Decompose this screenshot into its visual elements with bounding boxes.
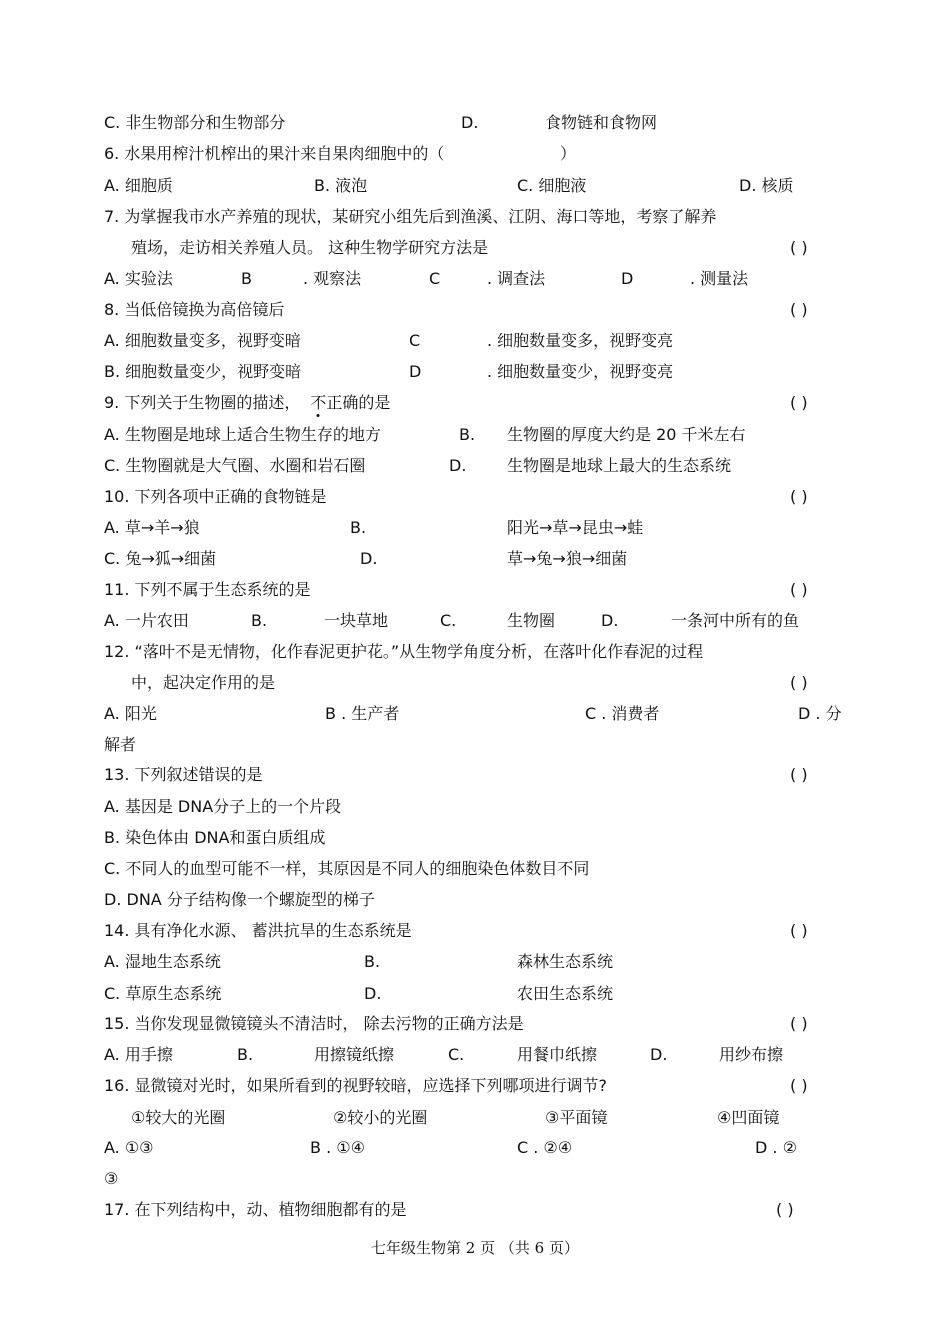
q16-answer-blank: ( ) bbox=[790, 1076, 808, 1095]
q12-stem-line2: 中，起决定作用的是 bbox=[131, 673, 276, 692]
q8-answer-blank: ( ) bbox=[790, 300, 808, 319]
q9-option-d-text: 生物圈是地球上最大的生态系统 bbox=[507, 456, 732, 475]
q10-option-a: A. 草→羊→狼 bbox=[104, 518, 200, 537]
q16-stem: 16. 显微镜对光时，如果所看到的视野较暗，应选择下列哪项进行调节? bbox=[104, 1076, 608, 1095]
q8-option-a: A. 细胞数量变多，视野变暗 bbox=[104, 331, 301, 350]
q12-option-a: A. 阳光 bbox=[104, 704, 157, 723]
q12-option-b: B . 生产者 bbox=[325, 704, 400, 723]
q11-stem: 11. 下列不属于生态系统的是 bbox=[104, 580, 311, 599]
q6-paren-close: ） bbox=[560, 144, 577, 163]
q7-stem-line1: 7. 为掌握我市水产养殖的现状，某研究小组先后到渔溪、江阴、海口等地，考察了解养 bbox=[104, 207, 717, 226]
q11-option-d-label: D. bbox=[601, 611, 619, 630]
q16-option-b: B . ①④ bbox=[310, 1138, 365, 1157]
q9-option-b-label: B. bbox=[459, 425, 476, 444]
q5-option-d-label: D. bbox=[461, 113, 479, 132]
q16-item-1: ①较大的光圈 bbox=[131, 1108, 226, 1127]
q6-stem: 6. 水果用榨汁机榨出的果汁来自果肉细胞中的（ bbox=[104, 144, 445, 163]
q12-option-d: D . 分 bbox=[798, 704, 842, 723]
q15-option-a: A. 用手擦 bbox=[104, 1045, 173, 1064]
q9-stem-pre: 9. 下列关于生物圈的描述， bbox=[104, 393, 301, 412]
q11-option-c-label: C. bbox=[440, 611, 457, 630]
q13-option-a: A. 基因是 DNA分子上的一个片段 bbox=[104, 797, 342, 816]
q9-answer-blank: ( ) bbox=[790, 393, 808, 412]
q14-stem: 14. 具有净化水源、 蓄洪抗旱的生态系统是 bbox=[104, 921, 412, 940]
q17-stem: 17. 在下列结构中，动、植物细胞都有的是 bbox=[104, 1200, 407, 1219]
q13-option-d: D. DNA 分子结构像一个螺旋型的梯子 bbox=[104, 890, 375, 909]
q11-option-d-text: 一条河中所有的鱼 bbox=[671, 611, 800, 630]
q8-stem: 8. 当低倍镜换为高倍镜后 bbox=[104, 300, 285, 319]
q11-option-b-text: 一块草地 bbox=[324, 611, 389, 630]
q15-option-c-text: 用餐巾纸擦 bbox=[517, 1045, 598, 1064]
q13-stem: 13. 下列叙述错误的是 bbox=[104, 765, 263, 784]
q7-option-a: A. 实验法 bbox=[104, 269, 173, 288]
q10-option-d-text: 草→兔→狼→细菌 bbox=[507, 549, 628, 568]
q9-option-d-label: D. bbox=[449, 456, 467, 475]
q13-answer-blank: ( ) bbox=[790, 765, 808, 784]
q8-option-c-text: . 细胞数量变多，视野变亮 bbox=[487, 331, 674, 350]
q7-option-c-label: C bbox=[429, 269, 441, 288]
q15-option-d-text: 用纱布擦 bbox=[719, 1045, 784, 1064]
q15-option-c-label: C. bbox=[448, 1045, 465, 1064]
q14-option-b-text: 森林生态系统 bbox=[517, 952, 614, 971]
q7-answer-blank: ( ) bbox=[790, 238, 808, 257]
q12-option-c: C . 消费者 bbox=[585, 704, 660, 723]
q7-option-c-text: . 调查法 bbox=[487, 269, 546, 288]
q15-option-b-label: B. bbox=[237, 1045, 254, 1064]
q10-answer-blank: ( ) bbox=[790, 487, 808, 506]
q14-option-b-label: B. bbox=[364, 952, 381, 971]
q10-option-c: C. 兔→狐→细菌 bbox=[104, 549, 217, 568]
q10-option-b-label: B. bbox=[350, 518, 367, 537]
q9-option-c: C. 生物圈就是大气圈、水圈和岩石圈 bbox=[104, 456, 366, 475]
q12-stem-line1: 12. “落叶不是无情物，化作春泥更护花。”从生物学角度分析，在落叶化作春泥的过程 bbox=[104, 642, 704, 661]
q14-option-d-label: D. bbox=[364, 984, 382, 1003]
q11-answer-blank: ( ) bbox=[790, 580, 808, 599]
q13-option-b: B. 染色体由 DNA和蛋白质组成 bbox=[104, 828, 326, 847]
q8-option-d-label: D bbox=[409, 362, 422, 381]
q16-option-d: D . ② bbox=[755, 1138, 797, 1157]
q15-answer-blank: ( ) bbox=[790, 1014, 808, 1033]
q12-option-d-wrap: 解者 bbox=[104, 735, 137, 754]
q9-stem bbox=[104, 393, 390, 413]
q9-option-b-text: 生物圈的厚度大约是 20 千米左右 bbox=[507, 425, 746, 444]
q12-answer-blank: ( ) bbox=[790, 673, 808, 692]
q14-answer-blank: ( ) bbox=[790, 921, 808, 940]
q13-option-c: C. 不同人的血型可能不一样，其原因是不同人的细胞染色体数目不同 bbox=[104, 859, 590, 878]
q6-option-b: B. 液泡 bbox=[314, 176, 368, 195]
q6-option-c: C. 细胞液 bbox=[517, 176, 587, 195]
q16-item-4: ④凹面镜 bbox=[717, 1108, 780, 1127]
q16-option-d-wrap: ③ bbox=[104, 1169, 119, 1188]
q5-option-c: C. 非生物部分和生物部分 bbox=[104, 113, 286, 132]
q11-option-c-text: 生物圈 bbox=[507, 611, 556, 630]
q9-option-a: A. 生物圈是地球上适合生物生存的地方 bbox=[104, 425, 381, 444]
q7-option-b-label: B bbox=[241, 269, 252, 288]
q8-option-b: B. 细胞数量变少，视野变暗 bbox=[104, 362, 302, 381]
q6-option-d: D. 核质 bbox=[739, 176, 794, 195]
page-footer: 七年级生物第 2 页 （共 6 页） bbox=[371, 1239, 579, 1257]
q6-option-a: A. 细胞质 bbox=[104, 176, 173, 195]
q10-stem: 10. 下列各项中正确的食物链是 bbox=[104, 487, 327, 506]
q5-option-d-text: 食物链和食物网 bbox=[545, 113, 658, 132]
q9-emphasis-word: 不 bbox=[310, 393, 327, 412]
q7-option-d-label: D bbox=[621, 269, 634, 288]
q17-answer-blank: ( ) bbox=[776, 1200, 794, 1219]
q11-option-b-label: B. bbox=[251, 611, 268, 630]
q11-option-a: A. 一片农田 bbox=[104, 611, 189, 630]
q8-option-d-text: . 细胞数量变少，视野变亮 bbox=[487, 362, 674, 381]
q10-option-d-label: D. bbox=[360, 549, 378, 568]
q8-option-c-label: C bbox=[409, 331, 421, 350]
q16-option-a: A. ①③ bbox=[104, 1138, 154, 1157]
q9-stem-post: 正确的是 bbox=[326, 393, 391, 412]
q15-stem: 15. 当你发现显微镜镜头不清洁时， 除去污物的正确方法是 bbox=[104, 1014, 524, 1033]
q16-option-c: C . ②④ bbox=[517, 1138, 573, 1157]
q15-option-d-label: D. bbox=[650, 1045, 668, 1064]
q14-option-c: C. 草原生态系统 bbox=[104, 984, 222, 1003]
q7-stem-line2: 殖场，走访相关养殖人员。 这种生物学研究方法是 bbox=[131, 238, 489, 257]
q14-option-a: A. 湿地生态系统 bbox=[104, 952, 221, 971]
q10-option-b-text: 阳光→草→昆虫→蛙 bbox=[507, 518, 644, 537]
q16-item-2: ②较小的光圈 bbox=[333, 1108, 428, 1127]
q15-option-b-text: 用擦镜纸擦 bbox=[314, 1045, 395, 1064]
q7-option-d-text: . 测量法 bbox=[690, 269, 749, 288]
q14-option-d-text: 农田生态系统 bbox=[517, 984, 614, 1003]
q16-item-3: ③平面镜 bbox=[545, 1108, 608, 1127]
q7-option-b-text: . 观察法 bbox=[303, 269, 362, 288]
